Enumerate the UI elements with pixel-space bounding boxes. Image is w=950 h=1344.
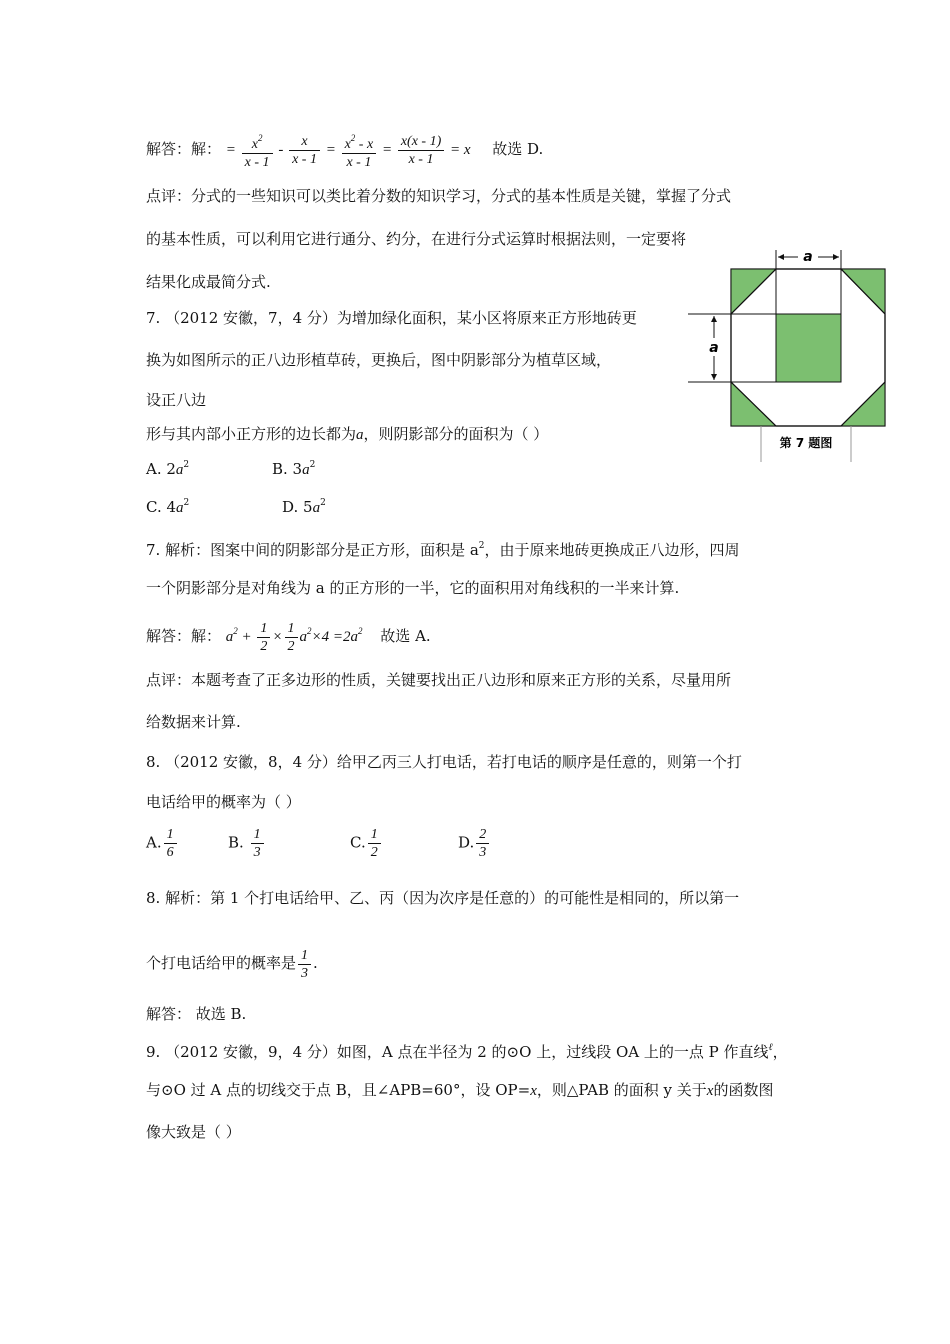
q8-answer: 解答： 故选 B. [146,1005,247,1023]
exponent: 2 [350,133,356,143]
arrow-head [711,316,717,322]
q7-option-a [146,460,189,479]
numerator: x(x - 1) [398,133,444,151]
q7-comment-line-2: 给数据来计算. [146,713,241,731]
q6-comment-line-3: 结果化成最简分式. [146,273,271,291]
denominator: 3 [301,965,309,981]
numerator: 2 [476,826,489,844]
result: x [463,141,471,158]
q7-option-d [282,498,326,517]
numerator: 1 [285,620,298,638]
q9-stem-line-3: 像大致是（ ） [146,1123,241,1141]
variable-a: a [350,629,359,645]
exponent: 2 [183,460,190,470]
numerator: 1 [257,620,270,638]
equals-sign: = [225,141,236,158]
q6-answer-line [146,130,543,171]
q7-analysis-line-2: 一个阴影部分是对角线为 a 的正方形的一半，它的面积用对角线积的一半来计算. [146,579,680,597]
exponent: 2 [257,133,263,143]
q7-expression [225,621,367,655]
arrow-head [778,254,784,260]
exponent: 2 [233,626,238,636]
numerator: x [289,133,320,151]
analysis-text-end: . [313,954,318,972]
denominator: x - 1 [292,152,317,167]
answer-suffix: 故选 A. [380,627,431,645]
numerator: 1 [251,826,264,844]
numerator: 1 [164,826,177,844]
variable-a: a [225,629,234,645]
analysis-text-end: ，由于原来地砖更换成正八边形，四周 [484,541,740,559]
fraction [242,130,273,171]
q7-stem-line-4 [146,424,548,445]
q7-comment-line-1: 点评：本题考查了正多边形的性质，关键要找出正八边形和原来正方形的关系，尽量用所 [146,671,732,689]
exponent: 2 [320,498,326,508]
q9-stem-text-mid: ，则△PAB 的面积 y 关于 [536,1081,707,1099]
option-fraction [164,826,177,861]
q7-option-b [272,460,315,479]
q9-stem-text-end: ， [772,1043,788,1061]
variable-a: a [302,462,310,478]
q9-stem-text: 与⊙O 过 A 点的切线交于点 B，且∠APB=60°，设 OP= [146,1081,531,1099]
q8-analysis-line-1: 8. 解析：第 1 个打电话给甲、乙、丙（因为次序是任意的）的可能性是相同的，所以第一 [146,889,740,907]
q6-comment-line-1: 点评：分式的一些知识可以类比着分数的知识学习，分式的基本性质是关键，掌握了分式 [146,187,732,205]
denominator: 2 [287,639,295,655]
answer-prefix: 解答：解： [146,627,222,645]
exponent: 2 [358,626,363,636]
option-label: C. [350,833,366,852]
q7-figure [688,242,892,468]
arrow-head [833,254,839,260]
octagon-tile-diagram [688,242,892,464]
q7-stem-text: 形与其内部小正方形的边长都为 [146,425,357,443]
option-label: D. 5 [282,498,313,516]
q7-analysis-line-1 [146,536,740,560]
option-fraction [476,826,489,861]
fraction-half [257,620,270,655]
numerator: 1 [298,947,311,965]
numerator: x [344,137,351,152]
q8-option-b [228,826,266,861]
q8-option-c [350,826,383,861]
variable-x: x [706,1083,714,1099]
figure-caption: 第 7 题图 [779,436,833,450]
option-fraction [251,826,264,861]
variable-a: a [299,629,308,645]
denominator: 6 [166,845,174,860]
variable-x: x [530,1083,537,1099]
denominator: x - 1 [244,155,270,170]
q6-answer-suffix: 故选 D. [492,139,544,158]
q9-stem-text-end: 的函数图 [713,1081,774,1099]
q7-stem-text-end: ，则阴影部分的面积为（ ） [363,425,549,443]
variable-a: a [312,500,321,516]
option-label: B. [228,833,244,852]
numerator: 1 [368,826,381,844]
equals-sign: = [449,141,461,158]
q8-option-d [458,826,491,861]
q9-stem-line-1 [146,1038,788,1062]
q7-stem-line-2: 换为如图所示的正八边形植草砖，更换后，图中阴影部分为植草区域， [146,351,612,369]
exponent: 2 [478,541,485,551]
denominator: 2 [260,639,268,655]
fraction [398,133,444,168]
fraction-half [285,620,298,655]
dimension-label-top: a [803,249,813,265]
q8-analysis-line-2 [146,945,318,982]
q6-expression [225,133,474,170]
q8-option-a [146,826,179,861]
q7-stem-line-1: 7. （2012 安徽，7，4 分）为增加绿化面积，某小区将原来正方形地砖更 [146,309,637,327]
equals-sign: = [381,141,393,158]
q7-stem-line-3: 设正八边 [146,391,207,409]
inner-square [776,314,841,382]
arrow-head [711,374,717,380]
q7-option-c [146,498,189,517]
q9-stem-line-2 [146,1080,773,1101]
option-label: B. 3 [272,460,303,478]
fraction [342,130,377,171]
q8-stem-line-1: 8. （2012 安徽，8，4 分）给甲乙丙三人打电话，若打电话的顺序是任意的，则第一个打 [146,753,742,771]
option-label: A. [146,833,162,852]
exponent: 2 [309,460,316,470]
q7-answer-line [146,613,431,655]
exponent: 2 [183,498,190,508]
analysis-text: 个打电话给甲的概率是 [146,954,297,972]
denominator: 2 [370,845,378,860]
option-label: D. [458,833,475,852]
option-fraction [368,826,381,861]
option-label: A. 2 [146,460,176,478]
line-l-symbol: ℓ [768,1042,773,1053]
denominator: 3 [253,845,261,860]
variable-a: a [176,500,184,516]
fraction [289,133,320,168]
dimension-label-left: a [709,340,719,356]
times-sign: × [272,629,283,645]
option-label: C. 4 [146,498,177,516]
numerator-rest: - x [355,137,374,152]
denominator: x - 1 [346,155,372,170]
analysis-text: 7. 解析：图案中间的阴影部分是正方形，面积是 a [146,541,479,559]
q9-stem-text: 9. （2012 安徽，9，4 分）如图，A 点在半径为 2 的⊙O 上，过线段 OA 上的一点 P 作直线 [146,1043,769,1061]
equals-sign: = [325,141,336,158]
exponent: 2 [307,626,312,636]
q6-answer-prefix: 解答：解： [146,139,222,158]
numerator: x [251,137,258,152]
plus-sign: + [237,629,256,645]
expression-mid: ×4 =2 [311,629,351,645]
denominator: 3 [479,845,487,860]
denominator: x - 1 [408,152,434,167]
minus-sign: - [278,141,284,158]
variable-a: a [175,462,184,478]
q6-comment-line-2: 的基本性质，可以利用它进行通分、约分，在进行分式运算时根据法则，一定要将 [146,230,687,248]
q8-stem-line-2: 电话给甲的概率为（ ） [146,793,301,811]
analysis-fraction [298,947,311,982]
variable-a: a [356,427,364,443]
